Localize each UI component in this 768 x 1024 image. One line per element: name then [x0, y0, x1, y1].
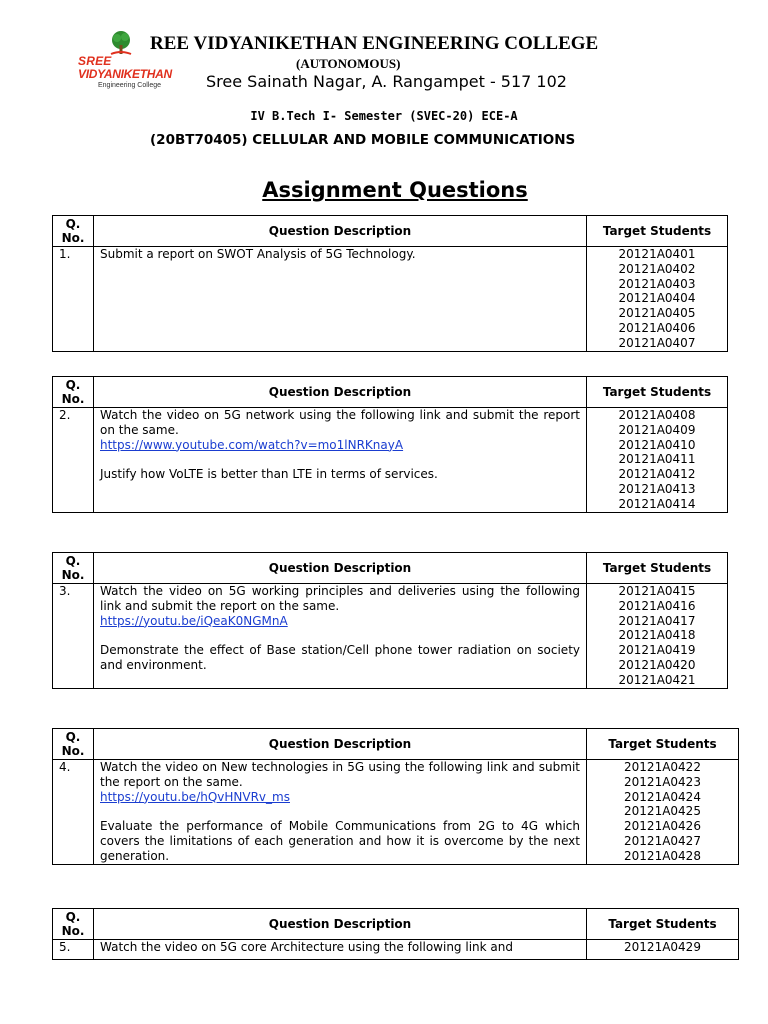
qno-header: Q. No.	[53, 729, 94, 760]
logo-text-engineering: Engineering College	[98, 82, 162, 89]
page-title: Assignment Questions	[262, 178, 528, 202]
question-description: Watch the video on New technologies in 5G using the following link and submit the report on the same. https://youtu.be/hQvHNVRv_ms Evaluate the performance of Mobile Communications from 2G to 4G which covers the limitations of each generation and how it is overcome by the next generation.	[94, 760, 587, 865]
table-header-row	[53, 216, 728, 247]
question-description: Watch the video on 5G network using the following link and submit the report on the same. https://www.youtube.com/watch?v=mo1lNRKnayA Justify how VoLTE is better than LTE in terms of services.	[94, 408, 587, 513]
description-header: Question Description	[94, 216, 587, 247]
target-students: 20121A0401 20121A0402 20121A0403 20121A0404 20121A0405 20121A0406 20121A0407	[587, 247, 728, 352]
table-row	[53, 584, 728, 689]
logo-text-vidyanikethan: VIDYANIKETHAN	[78, 67, 172, 81]
students-header: Target Students	[587, 729, 739, 760]
target-students: 20121A0422 20121A0423 20121A0424 20121A0425 20121A0426 20121A0427 20121A0428	[587, 760, 739, 865]
target-students: 20121A0415 20121A0416 20121A0417 20121A0418 20121A0419 20121A0420 20121A0421	[587, 584, 728, 689]
table-header-row	[53, 377, 728, 408]
students-header: Target Students	[587, 216, 728, 247]
students-header: Target Students	[587, 909, 739, 940]
semester-line: IV B.Tech I- Semester (SVEC-20) ECE-A	[250, 109, 518, 123]
description-header: Question Description	[94, 377, 587, 408]
table-row	[53, 940, 739, 960]
question-number: 1.	[53, 247, 94, 352]
students-header: Target Students	[587, 377, 728, 408]
question-number: 5.	[53, 940, 94, 960]
table-header-row	[53, 729, 739, 760]
question-description: Watch the video on 5G working principles and deliveries using the following link and submit the report on the same. https://youtu.be/iQeaK0NGMnA Demonstrate the effect of Base station/Cell phone tower radiation on society and environment.	[94, 584, 587, 689]
question-table-5	[52, 908, 739, 960]
qno-header: Q. No.	[53, 377, 94, 408]
table-header-row	[53, 909, 739, 940]
video-link[interactable]: https://www.youtube.com/watch?v=mo1lNRKnayA	[100, 437, 404, 452]
table-header-row	[53, 553, 728, 584]
qno-header: Q. No.	[53, 909, 94, 940]
description-header: Question Description	[94, 909, 587, 940]
table-row	[53, 247, 728, 352]
video-link[interactable]: https://youtu.be/iQeaK0NGMnA	[100, 613, 288, 628]
question-table-1	[52, 215, 728, 352]
question-description: Submit a report on SWOT Analysis of 5G Technology.	[94, 247, 587, 352]
question-table-2	[52, 376, 728, 513]
table-row	[53, 408, 728, 513]
video-link[interactable]: https://youtu.be/hQvHNVRv_ms	[100, 789, 290, 804]
question-table-4	[52, 728, 739, 865]
target-students: 20121A0408 20121A0409 20121A0410 20121A0411 20121A0412 20121A0413 20121A0414	[587, 408, 728, 513]
college-name: REE VIDYANIKETHAN ENGINEERING COLLEGE	[150, 33, 599, 54]
question-number: 4.	[53, 760, 94, 865]
qno-header: Q. No.	[53, 216, 94, 247]
question-description: Watch the video on 5G core Architecture using the following link and	[94, 940, 587, 960]
table-row	[53, 760, 739, 865]
autonomous-label: (AUTONOMOUS)	[296, 56, 401, 71]
logo-text-sree: SREE	[78, 54, 112, 68]
target-students: 20121A0429	[587, 940, 739, 960]
description-header: Question Description	[94, 729, 587, 760]
college-address: Sree Sainath Nagar, A. Rangampet - 517 102	[206, 72, 567, 91]
question-table-3	[52, 552, 728, 689]
tree-logo-icon	[108, 30, 134, 56]
description-header: Question Description	[94, 553, 587, 584]
question-number: 3.	[53, 584, 94, 689]
question-number: 2.	[53, 408, 94, 513]
course-title: (20BT70405) CELLULAR AND MOBILE COMMUNICATIONS	[150, 132, 576, 148]
students-header: Target Students	[587, 553, 728, 584]
qno-header: Q. No.	[53, 553, 94, 584]
